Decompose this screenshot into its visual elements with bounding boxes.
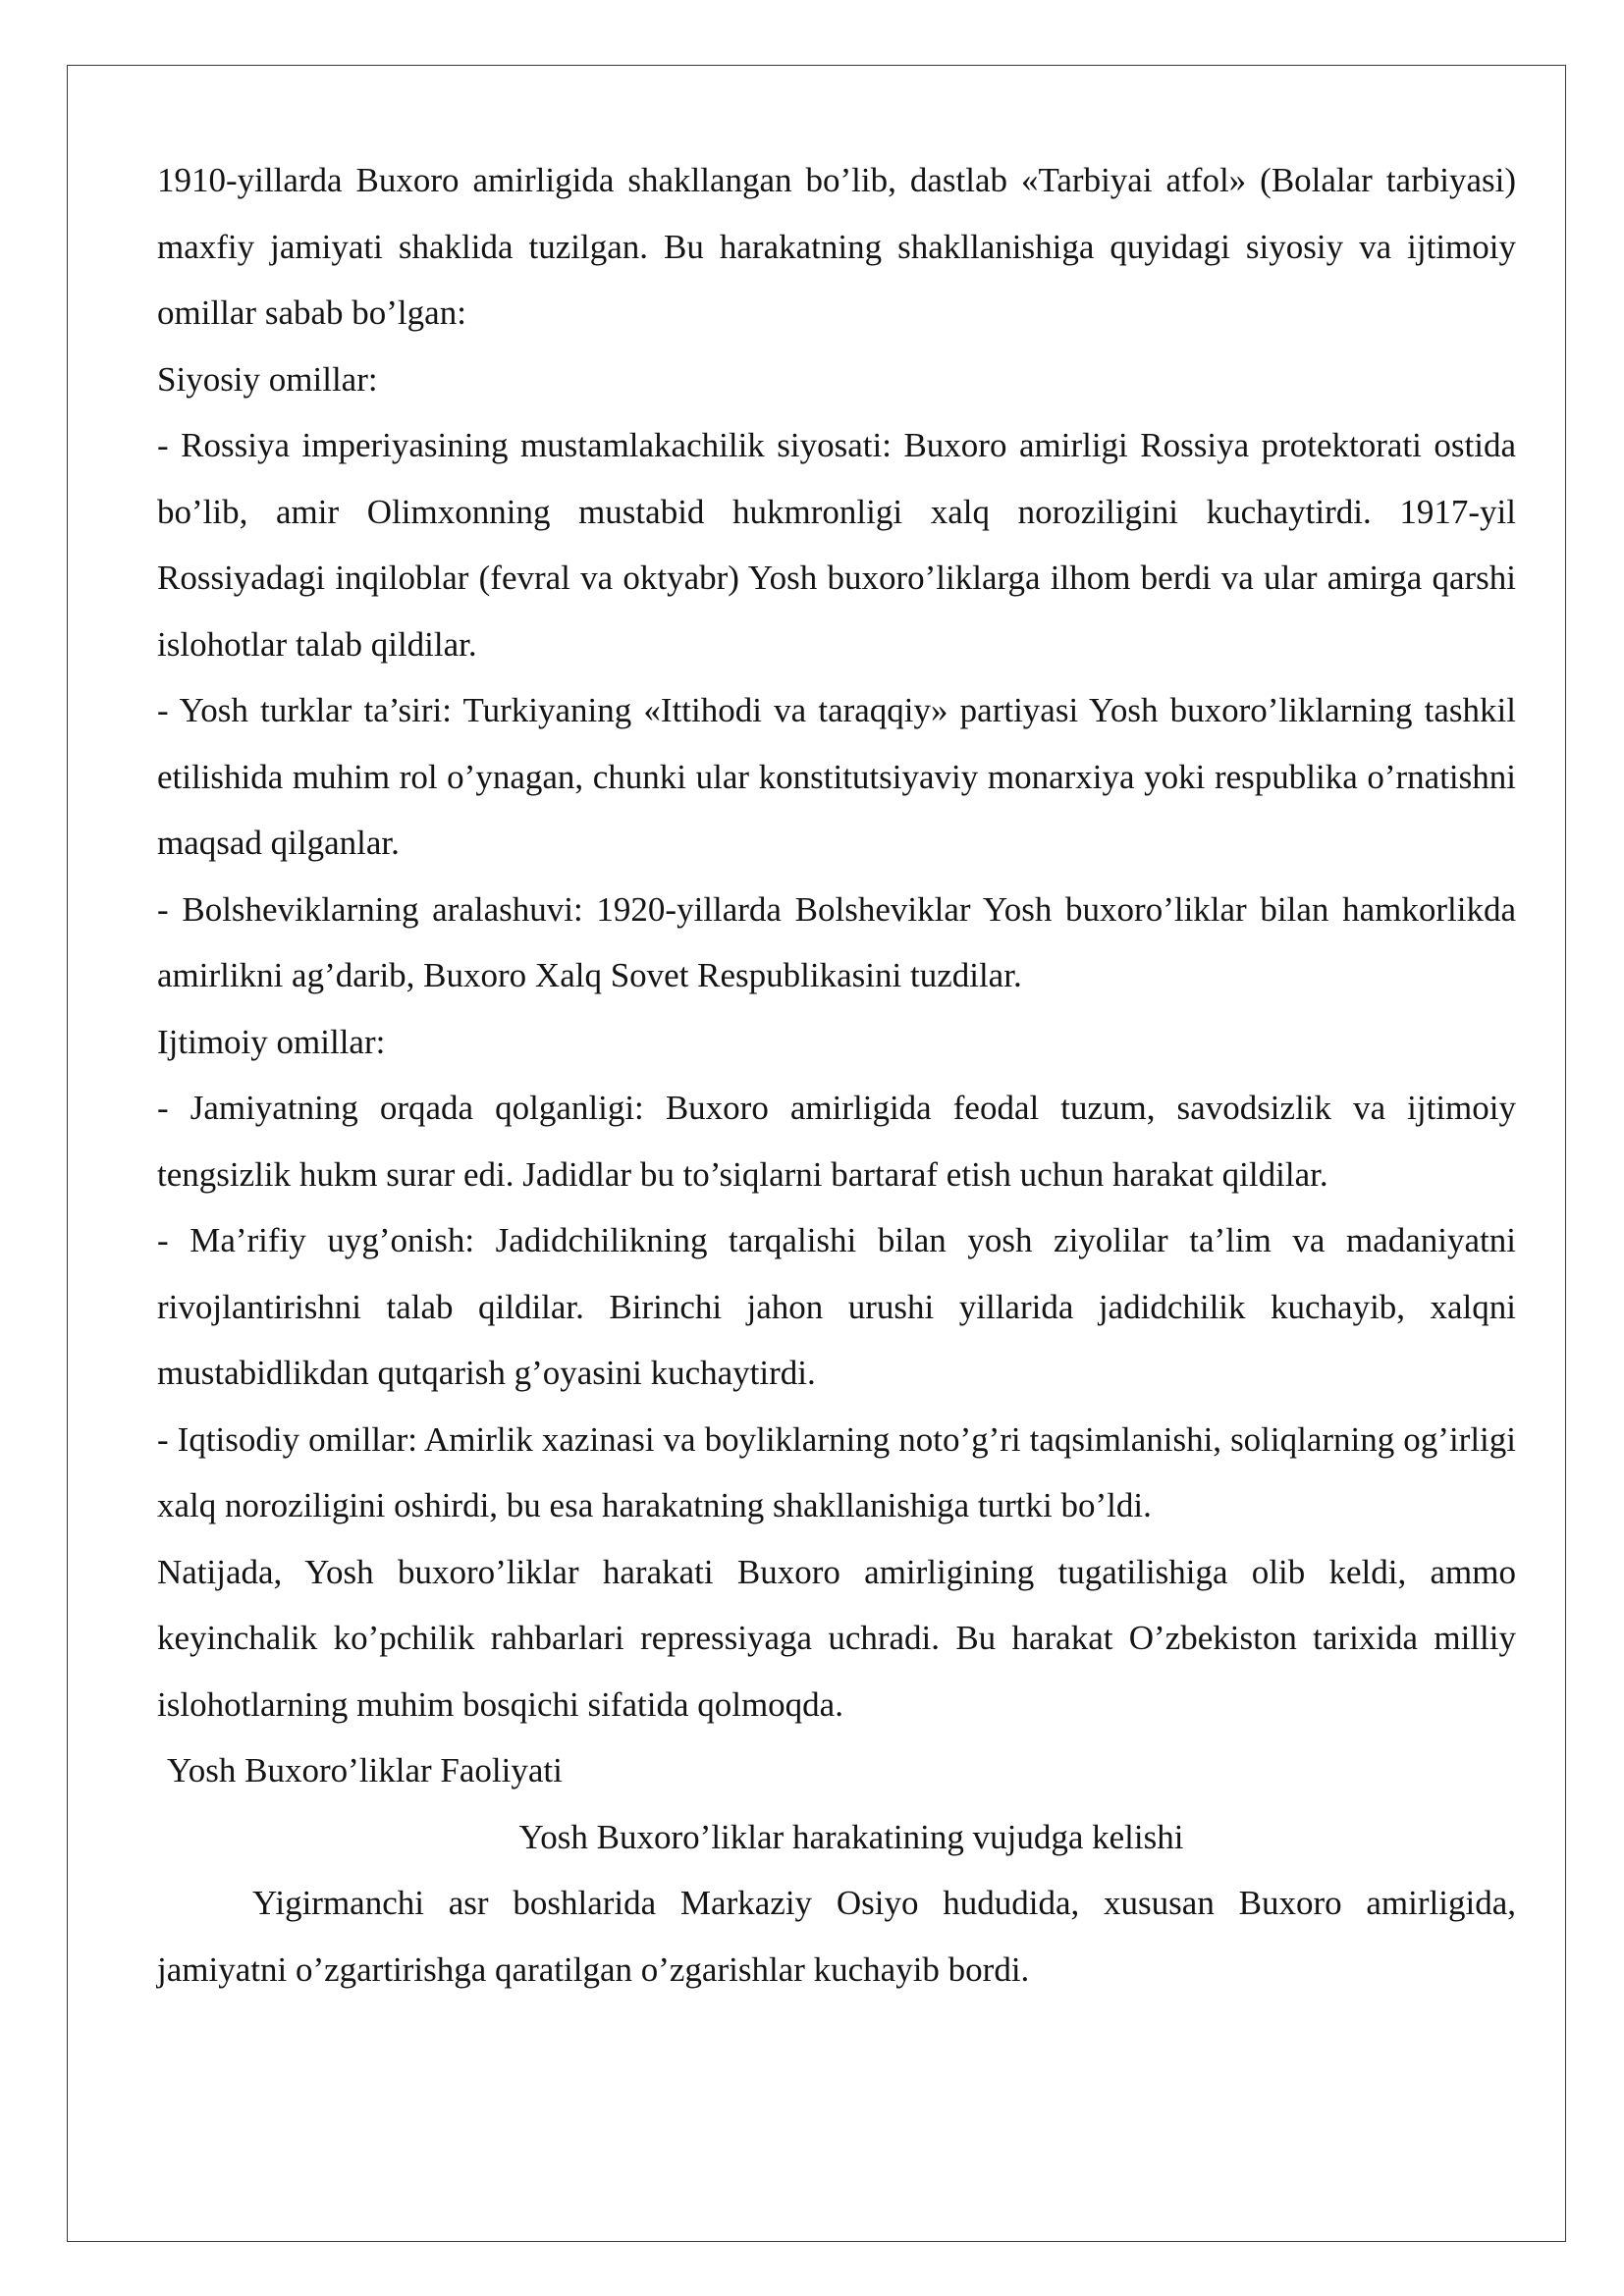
- young-turks-influence-paragraph: - Yosh turklar ta’siri: Turkiyaning «Ittihodi va taraqqiy» partiyasi Yosh buxoro’liklarning tashkil etilishida muhim rol o’ynagan, chunki ular konstitutsiyaviy monarxiya yoki respublika o’rnatishni maqsad qilganlar.: [157, 691, 1516, 862]
- social-factors-heading: Ijtimoiy omillar:: [157, 1022, 386, 1061]
- intro-paragraph: 1910-yillarda Buxoro amirligida shakllangan bo’lib, dastlab «Tarbiyai atfol» (Bolalar tarbiyasi) maxfiy jamiyati shaklida tuzilgan. Bu harakatning shakllanishiga quyidagi siyosiy va ijtimoiy omillar sabab bo’lgan:: [157, 161, 1516, 332]
- economic-factors-paragraph: - Iqtisodiy omillar: Amirlik xazinasi va boyliklarning noto’g’ri taqsimlanishi, soliqlarning og’irligi xalq noroziligini oshirdi, bu esa harakatning shakllanishiga turtki bo’ldi.: [157, 1419, 1516, 1524]
- enlightenment-paragraph: - Ma’rifiy uyg’onish: Jadidchilikning tarqalishi bilan yosh ziyolilar ta’lim va madaniyatni rivojlantirishni talab qildilar. Birinchi jahon urushi yillarida jadidchilik kuchayib, xalqni mustabidlikdan qutqarish g’oyasini kuchaytirdi.: [157, 1221, 1516, 1392]
- subsection-title: Yosh Buxoro’liklar harakatining vujudga kelishi: [518, 1817, 1184, 1856]
- section-title: Yosh Buxoro’liklar Faoliyati: [167, 1751, 563, 1789]
- backwardness-paragraph: - Jamiyatning orqada qolganligi: Buxoro amirligida feodal tuzum, savodsizlik va ijtimoiy tengsizlik hukm surar edi. Jadidlar bu to’siqlarni bartaraf etish uchun harakat qildilar.: [157, 1089, 1516, 1194]
- political-factors-heading: Siyosiy omillar:: [157, 359, 378, 399]
- russian-colonial-policy-paragraph: - Rossiya imperiyasining mustamlakachilik siyosati: Buxoro amirligi Rossiya protektorati ostida bo’lib, amir Olimxonning mustabid hukmronligi xalq noroziligini kuchaytirdi. 1917-yil Rossiyadagi inqiloblar (fevral va oktyabr) Yosh buxoro’liklarga ilhom berdi va ular amirga qarshi islohotlar talab qildilar.: [157, 426, 1516, 664]
- conclusion-paragraph: Natijada, Yosh buxoro’liklar harakati Buxoro amirligining tugatilishiga olib keldi, ammo keyinchalik ko’pchilik rahbarlari repressiyaga uchradi. Bu harakat O’zbekiston tarixida milliy islohotlarning muhim bosqichi sifatida qolmoqda.: [157, 1552, 1516, 1724]
- bolshevik-intervention-paragraph: - Bolsheviklarning aralashuvi: 1920-yillarda Bolsheviklar Yosh buxoro’liklar bilan hamkorlikda amirlikni ag’darib, Buxoro Xalq Sovet Respublikasini tuzdilar.: [157, 889, 1516, 994]
- closing-paragraph: Yigirmanchi asr boshlarida Markaziy Osiyo hududida, xususan Buxoro amirligida, jamiyatni o’zgartirishga qaratilgan o’zgarishlar kuchayib bordi.: [157, 1884, 1516, 1989]
- document-body: [157, 147, 1516, 2002]
